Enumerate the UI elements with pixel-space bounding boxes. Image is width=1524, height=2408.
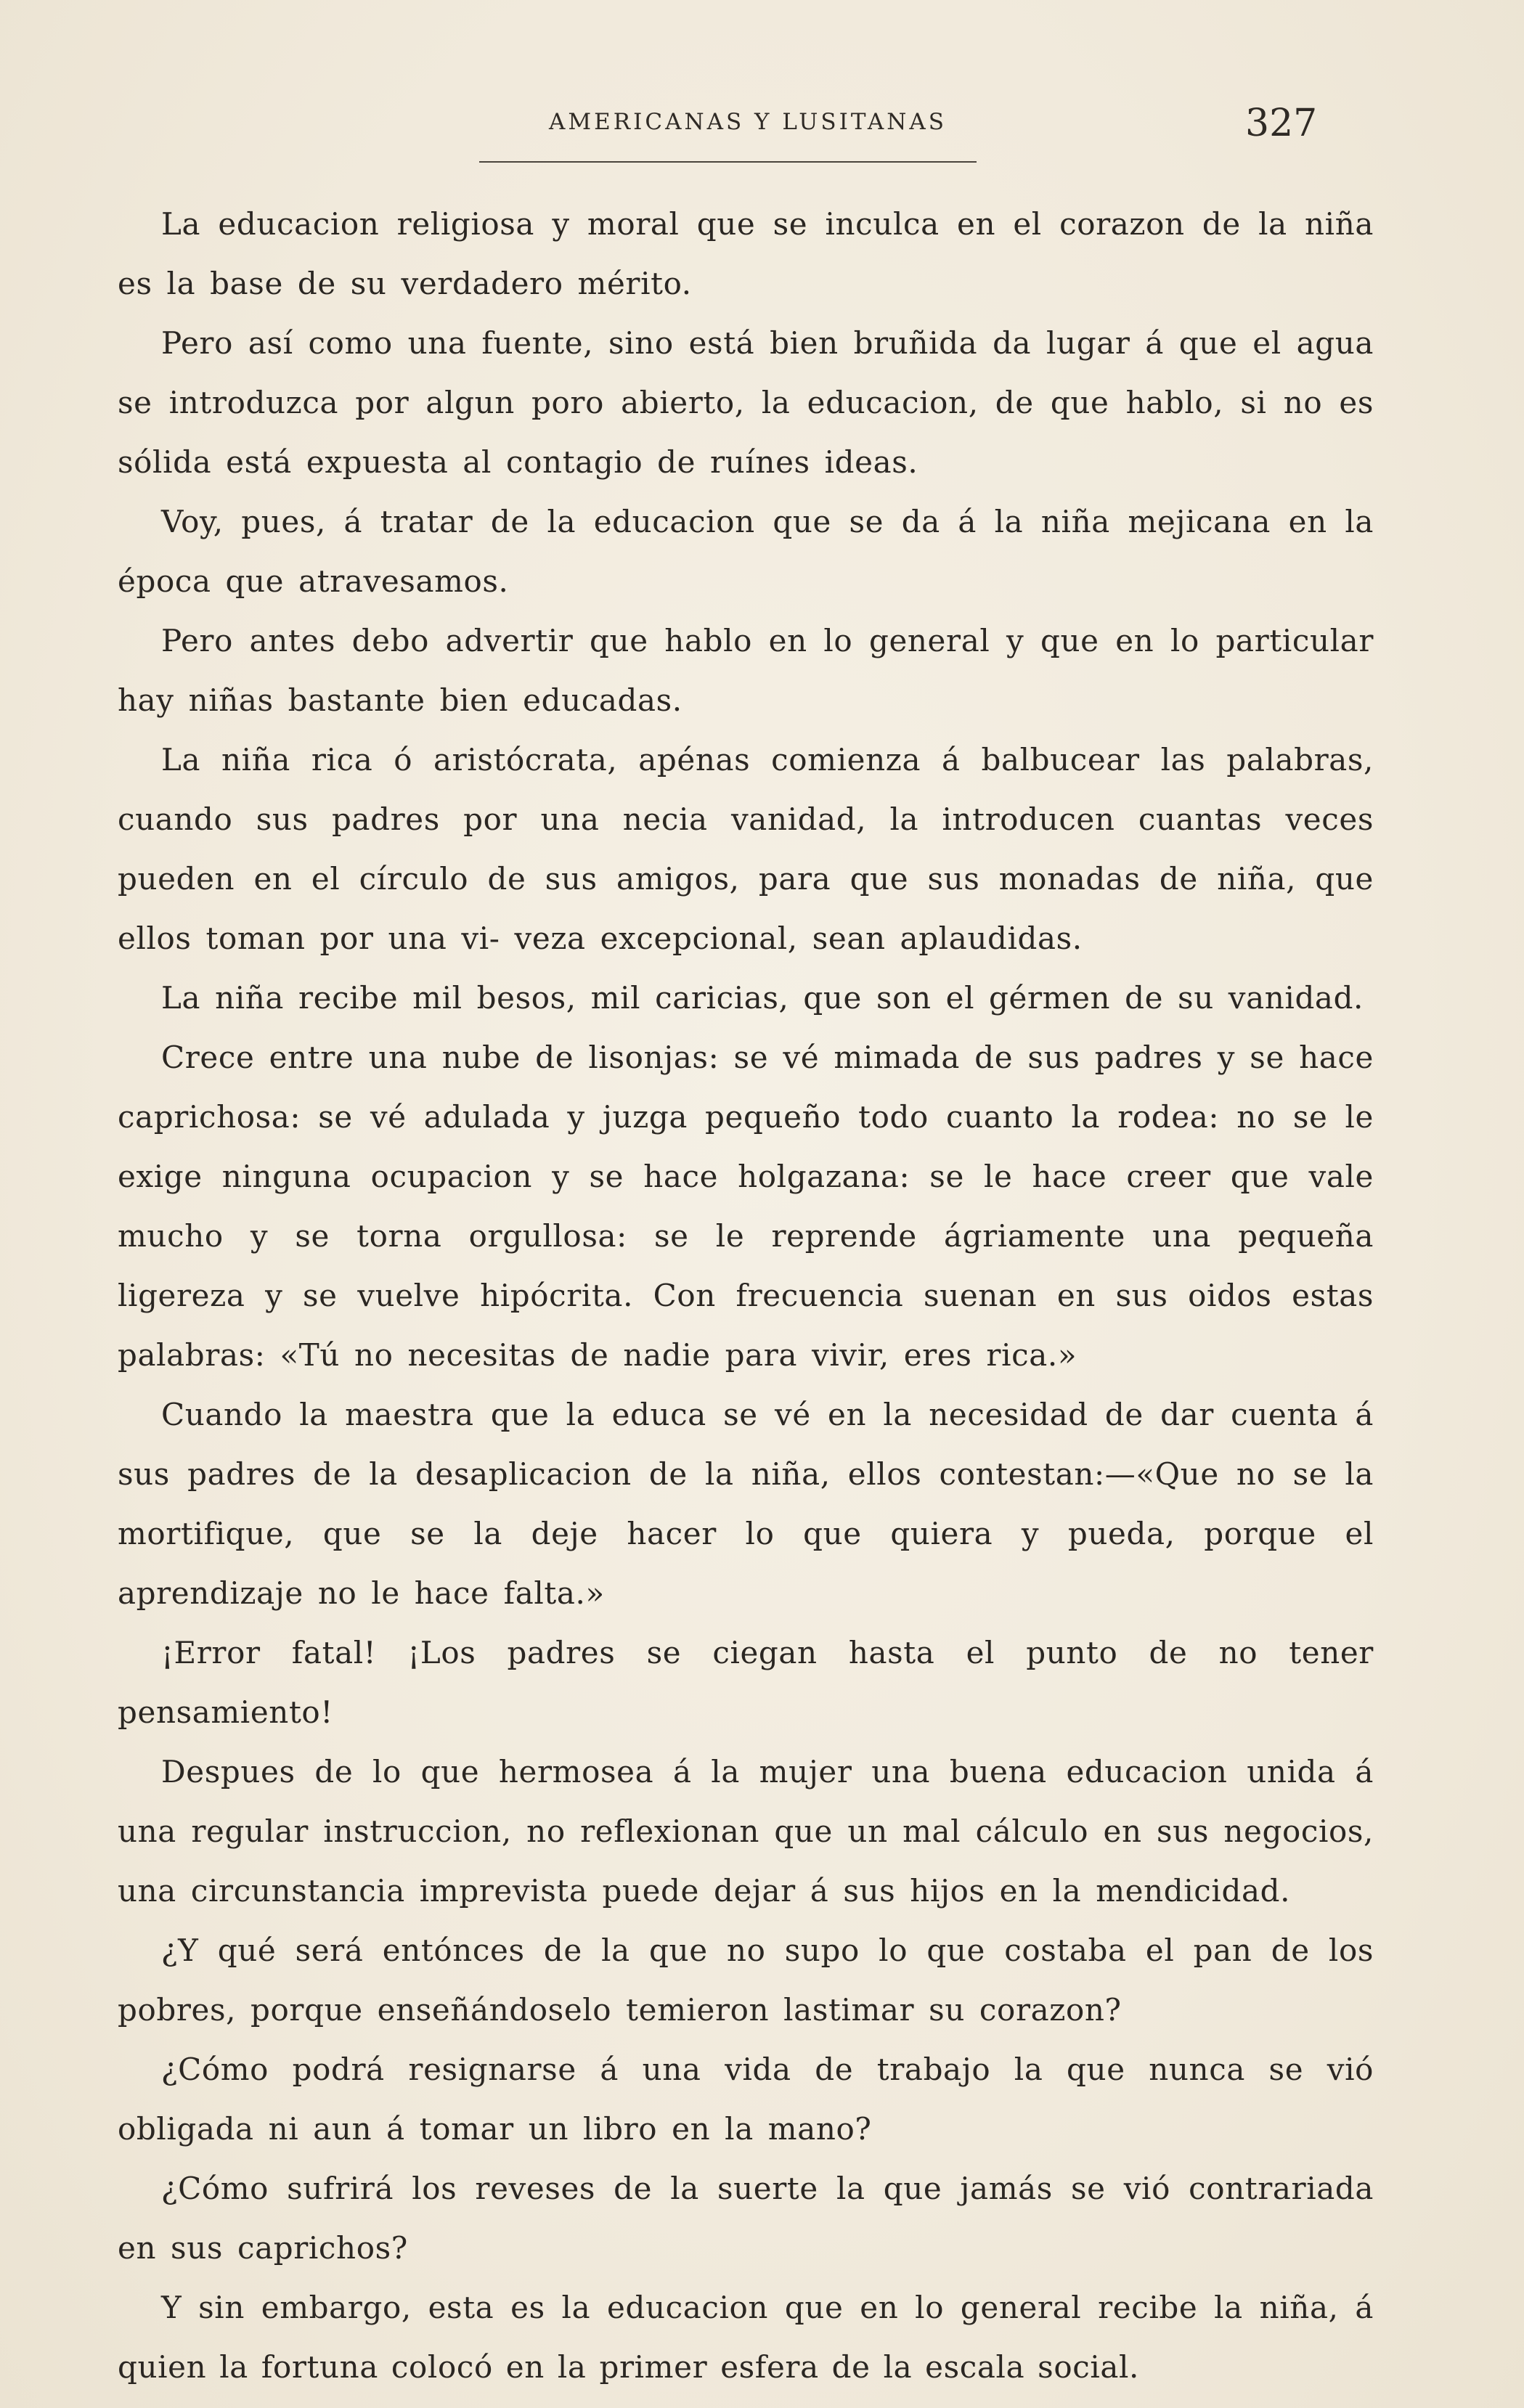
paragraph: Despues de lo que hermosea á la mujer una buena educacion unida á una regular instruccion, no reflexionan que un mal cálculo en sus negocios, una circunstancia imprevista puede dejar á sus hijos en la mendicidad. [118,1754,1374,1909]
paragraph: ¿Cómo sufrirá los reveses de la suerte la que jamás se vió contrariada en sus caprichos? [118,2171,1374,2266]
paragraph: La educacion religiosa y moral que se inculca en el corazon de la niña es la base de su verdadero mérito. [118,206,1374,301]
header-rule [479,161,977,163]
paragraph: Y sin embargo, esta es la educacion que en lo general recibe la niña, á quien la fortuna colocó en la primer esfera de la escala social. [118,2290,1374,2385]
page-number: 327 [1245,102,1318,145]
paragraph: Pero así como una fuente, sino está bien bruñida da lugar á que el agua se introduzca por algun poro abierto, la educacion, de que hablo, si no es sólida está expuesta al contagio de ruínes ideas. [118,325,1374,480]
body-text [118,195,1374,2397]
paragraph: Voy, pues, á tratar de la educacion que se da á la niña mejicana en la época que atravesamos. [118,504,1374,599]
paragraph: ¿Y qué será entónces de la que no supo lo que costaba el pan de los pobres, porque enseñándoselo temieron lastimar su corazon? [118,1932,1374,2028]
page-header [508,109,987,135]
paragraph: Pero antes debo advertir que hablo en lo general y que en lo particular hay niñas bastante bien educadas. [118,623,1374,718]
paragraph: La niña recibe mil besos, mil caricias, que son el gérmen de su vanidad. [161,980,1364,1016]
paragraph: ¡Error fatal! ¡Los padres se ciegan hasta el punto de no tener pensamiento! [118,1635,1374,1730]
paragraph: ¿Cómo podrá resignarse á una vida de trabajo la que nunca se vió obligada ni aun á tomar un libro en la mano? [118,2052,1374,2147]
paragraph: La niña rica ó aristócrata, apénas comienza á balbucear las palabras, cuando sus padres por una necia vanidad, la introducen cuantas veces pueden en el círculo de sus amigos, para que sus monadas de niña, que ellos toman por una vi- veza excepcional, sean aplaudidas. [118,742,1374,956]
paragraph: Cuando la maestra que la educa se vé en la necesidad de dar cuenta á sus padres de la desaplicacion de la niña, ellos contestan:—«Que no se la mortifique, que se la deje hacer lo que quiera y pueda, porque el aprendizaje no le hace falta.» [118,1397,1374,1611]
running-title: AMERICANAS Y LUSITANAS [549,109,947,135]
paragraph: Crece entre una nube de lisonjas: se vé mimada de sus padres y se hace caprichosa: se vé adulada y juzga pequeño todo cuanto la rodea: no se le exige ninguna ocupacion y se hace holgazana: se le hace creer que vale mucho y se torna orgullosa: se le reprende ágriamente una pequeña ligereza y se vuelve hipócrita. Con frecuencia suenan en sus oidos estas palabras: «Tú no necesitas de nadie para vivir, eres rica.» [118,1040,1374,1373]
